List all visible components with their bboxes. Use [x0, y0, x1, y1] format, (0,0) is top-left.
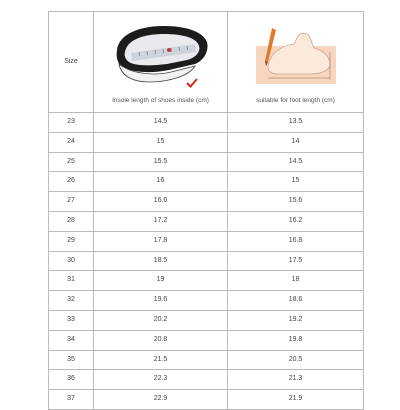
size-cell: 37 [49, 390, 94, 410]
size-header: Size [49, 12, 94, 113]
table-row [49, 172, 364, 192]
table-row [49, 350, 364, 370]
insole-cell: 17.8 [94, 231, 228, 251]
foot-cell: 13.5 [228, 113, 364, 133]
insole-cell: 20.8 [94, 330, 228, 350]
insole-cell: 19 [94, 271, 228, 291]
table-row [49, 211, 364, 231]
foot-cell: 15 [228, 172, 364, 192]
table-row [49, 271, 364, 291]
size-cell: 24 [49, 132, 94, 152]
insole-cell: 17.2 [94, 211, 228, 231]
foot-cell: 18 [228, 271, 364, 291]
size-cell: 35 [49, 350, 94, 370]
size-cell: 33 [49, 310, 94, 330]
foot-cell: 17.5 [228, 251, 364, 271]
table-row [49, 251, 364, 271]
size-cell: 28 [49, 211, 94, 231]
table-row [49, 132, 364, 152]
table-header-row [49, 12, 364, 113]
table-row [49, 152, 364, 172]
insole-cell: 16 [94, 172, 228, 192]
insole-cell: 22.3 [94, 370, 228, 390]
size-cell: 31 [49, 271, 94, 291]
foot-cell: 15.6 [228, 192, 364, 212]
insole-cell: 22.9 [94, 390, 228, 410]
foot-header-label: suitable for foot length (cm) [256, 97, 335, 104]
foot-cell: 20.5 [228, 350, 364, 370]
table-row [49, 192, 364, 212]
insole-cell: 15.5 [94, 152, 228, 172]
table-row [49, 310, 364, 330]
foot-measure-icon [250, 26, 342, 88]
insole-cell: 16.6 [94, 192, 228, 212]
size-cell: 29 [49, 231, 94, 251]
insole-cell: 20.2 [94, 310, 228, 330]
insole-cell: 14.5 [94, 113, 228, 133]
table-row [49, 330, 364, 350]
foot-cell: 19.2 [228, 310, 364, 330]
size-cell: 23 [49, 113, 94, 133]
checkmark-icon [186, 78, 198, 88]
foot-cell: 14.5 [228, 152, 364, 172]
insole-header-label: Insole length of shoes inside (cm) [112, 97, 209, 104]
table-row [49, 231, 364, 251]
size-cell: 25 [49, 152, 94, 172]
foot-cell: 14 [228, 132, 364, 152]
foot-cell: 16.2 [228, 211, 364, 231]
foot-cell: 19.8 [228, 330, 364, 350]
foot-header [228, 12, 364, 113]
insole-header [94, 12, 228, 113]
table-row [49, 291, 364, 311]
insole-cell: 21.5 [94, 350, 228, 370]
insole-cell: 18.5 [94, 251, 228, 271]
size-cell: 34 [49, 330, 94, 350]
insole-cell: 19.6 [94, 291, 228, 311]
table-row [49, 370, 364, 390]
foot-cell: 21.9 [228, 390, 364, 410]
size-cell: 32 [49, 291, 94, 311]
foot-cell: 18.6 [228, 291, 364, 311]
size-cell: 26 [49, 172, 94, 192]
size-cell: 36 [49, 370, 94, 390]
size-cell: 30 [49, 251, 94, 271]
table-row [49, 113, 364, 133]
size-cell: 27 [49, 192, 94, 212]
foot-cell: 21.3 [228, 370, 364, 390]
foot-cell: 16.8 [228, 231, 364, 251]
insole-cell: 15 [94, 132, 228, 152]
size-chart-table [48, 11, 364, 410]
